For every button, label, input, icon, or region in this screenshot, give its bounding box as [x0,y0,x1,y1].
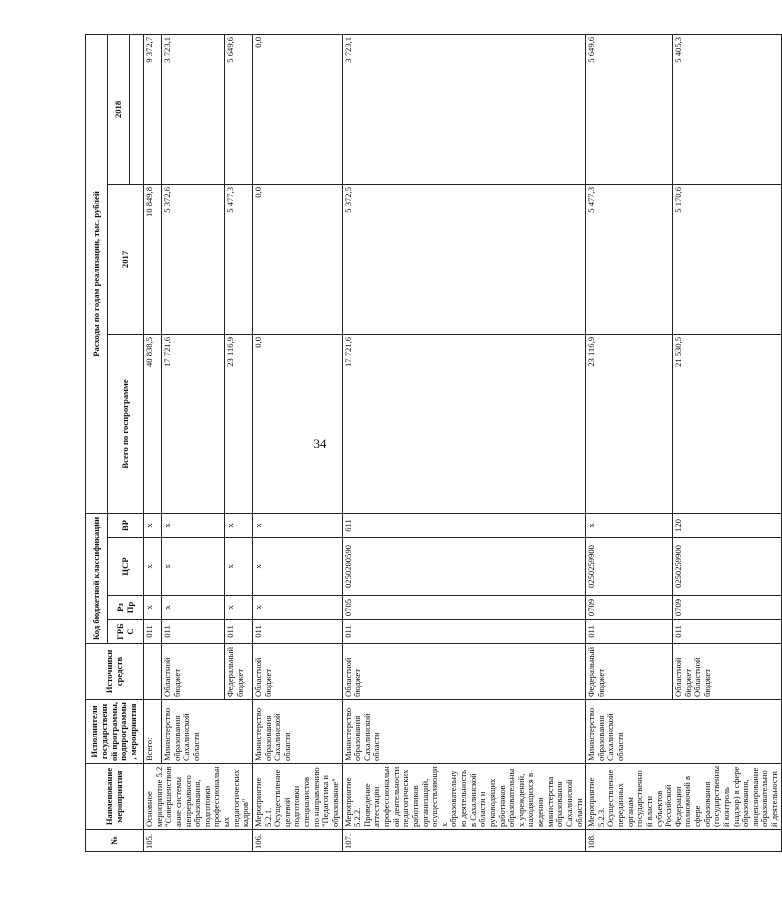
row-grbs: 011 [224,620,252,644]
row-2018: 5 649,6 [586,34,673,184]
row-grbs: 011 [162,620,225,644]
rotated-table-container [85,35,779,852]
row-total: 0,0 [252,334,342,513]
row-2017: 10 849,8 [144,184,162,334]
header-total: Всего по госпрограмме [108,334,144,513]
row-executor: Всего: [144,700,162,764]
row-2017: 0,0 [252,184,342,334]
header-grbs: ГРБС [108,620,144,644]
header-csr: ЦСР [108,538,144,596]
row-csr: х [252,538,342,596]
row-rzpr: 0709 [586,596,673,620]
row-no: 108. [586,830,782,852]
row-2017: 5 372,6 [162,184,225,334]
row-vr: х [586,513,673,537]
row-rzpr: х [144,596,162,620]
row-rzpr: х [162,596,225,620]
row-rzpr: 0709 [673,596,782,620]
row-csr: 0250200590 [342,538,586,596]
row-rzpr: х [224,596,252,620]
row-no: 107. [342,830,586,852]
row-name: Мероприятие 5.2.1. Осуществление целевой подготовки специалистов по направлению "Педагогика и образование" [252,764,342,830]
row-grbs: 011 [252,620,342,644]
row-source: Областной бюджет [252,644,342,700]
row-vr: х [252,513,342,537]
row-total: 21 530,5 [673,334,782,513]
row-2018: 5 649,6 [224,34,252,184]
header-executors: Исполнители государственной программы, подпрограммы, мероприятия [86,700,144,764]
row-2018: 0,0 [252,34,342,184]
row-rzpr: х [252,596,342,620]
row-source: Федеральный бюджет [586,644,673,700]
header-rzpr: Рз Пр [108,596,144,620]
header-no: № [86,830,144,852]
row-2018: 3 723,1 [342,34,586,184]
row-name: Мероприятие 5.2.3. Осуществление переданных органам государственной власти субъектов Российской Федерации полномочий в сфере образования (государственный контроль (надзор) в сфере образования, лицензирование образовательной деятельности [586,764,782,830]
row-no: 106. [252,830,342,852]
header-2018: 2018 [108,34,130,184]
row-total: 17 721,6 [342,334,586,513]
row-2017: 5 477,3 [224,184,252,334]
row-csr: х [144,538,162,596]
row-source: Областной бюджет Областной бюджет [673,644,782,700]
row-grbs: 011 [342,620,586,644]
row-csr: х [224,538,252,596]
row-csr: 0250259900 [673,538,782,596]
row-vr: 611 [342,513,586,537]
header-budget-code: Код бюджетной классификации [86,513,108,643]
row-no: 105. [144,830,253,852]
header-name: Наименование мероприятия [86,764,144,830]
row-2017: 5 477,3 [586,184,673,334]
header-expenses: Расходы по годам реализации, тыс. рублей [86,34,108,513]
budget-table [85,34,782,852]
row-csr: 0250259900 [586,538,673,596]
row-source: Федеральный бюджет [224,644,252,700]
table-row [342,34,586,851]
row-name: Мероприятие 5.2.2. Проведение аттестации профессиональной деятельности педагогических работников организаций, осуществляющих образовательную деятельность в Сахалинской области и руководящих работников образовательных учреждений, находящихся в ведении министерства образования Сахалинской области [342,764,586,830]
header-2018-sub [130,34,144,184]
row-grbs: 011 [673,620,782,644]
row-2018: 5 405,3 [673,34,782,184]
row-total: 23 116,9 [224,334,252,513]
header-vr: ВР [108,513,144,537]
row-executor: Министерство образования Сахалинской области [342,700,586,764]
row-executor: Министерство образования Сахалинской области [586,700,782,764]
table-row [162,34,225,851]
row-source: Областной бюджет [342,644,586,700]
row-vr: х [162,513,225,537]
table-row [586,34,673,851]
row-total: 40 838,5 [144,334,162,513]
row-grbs: 011 [144,620,162,644]
page-number: 34 [313,436,327,451]
row-name: Основное мероприятие 5.2 "Совершенствование системы непрерывного образования, подготовки профессиональных педагогических кадров" [144,764,253,830]
header-sources: Источники средств [86,644,144,700]
table-row [252,34,342,851]
row-total: 23 116,9 [586,334,673,513]
row-grbs: 011 [586,620,673,644]
row-executor: Министерство образования Сахалинской области [162,700,253,764]
row-2017: 5 170,6 [673,184,782,334]
row-csr: х [162,538,225,596]
row-vr: х [144,513,162,537]
row-2018: 9 372,7 [144,34,162,184]
row-source [144,644,162,700]
row-total: 17 721,6 [162,334,225,513]
row-vr: 120 [673,513,782,537]
row-executor: Министерство образования Сахалинской области [252,700,342,764]
table-row [144,34,162,851]
header-2017: 2017 [108,184,144,334]
row-vr: х [224,513,252,537]
row-source: Областной бюджет [162,644,225,700]
row-2017: 5 372,5 [342,184,586,334]
row-rzpr: 0705 [342,596,586,620]
row-2018: 3 723,1 [162,34,225,184]
